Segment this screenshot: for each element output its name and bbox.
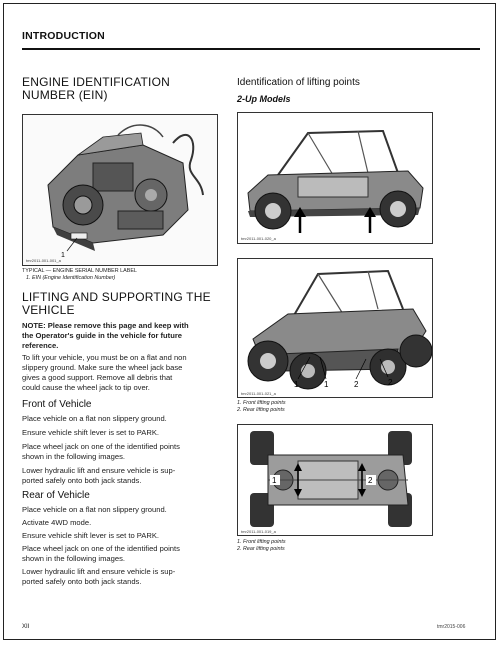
underside-view-figure <box>237 424 433 536</box>
front-of-vehicle-title: Front of Vehicle <box>22 399 92 410</box>
note-line1: NOTE: Please remove this page and keep with <box>22 321 189 330</box>
intro-line4: could cause the wheel jack to tip over. <box>22 383 150 392</box>
front-step4-line1: Lower hydraulic lift and ensure vehicle is sup- <box>22 466 176 475</box>
rear-of-vehicle-title: Rear of Vehicle <box>22 490 90 501</box>
lifting-title-line1: LIFTING AND SUPPORTING THE <box>22 290 211 304</box>
ein-title-line1: ENGINE IDENTIFICATION <box>22 75 170 89</box>
lifting-title-line2: VEHICLE <box>22 303 75 317</box>
fig2-callout-2b: 2 <box>388 378 393 387</box>
front-step2: Ensure vehicle shift lever is set to PARK. <box>22 428 160 437</box>
fig2-caption-line1: 1. Front lifting points <box>237 400 286 406</box>
engine-illustration <box>23 115 217 265</box>
side-view-figure <box>237 112 433 244</box>
rear-step4-line1: Place wheel jack on one of the identified points <box>22 544 180 553</box>
fig3-callout-2: 2 <box>368 476 373 485</box>
engine-caption-line2: 1. EIN (Engine Identification Number) <box>26 275 116 281</box>
side-view-illustration <box>238 113 432 243</box>
front-step3-line1: Place wheel jack on one of the identified points <box>22 442 180 451</box>
side-view-fig-id: tmr2011-001-020_a <box>241 236 276 241</box>
intro-line3: gives a good support. Remove all debris that <box>22 373 173 382</box>
fig2-callout-1a: 1 <box>294 380 299 389</box>
fig3-caption-line2: 2. Rear lifting points <box>237 546 285 552</box>
front-step3-line2: shown in the following images. <box>22 452 125 461</box>
note-line2: the Operator's guide in the vehicle for future <box>22 331 183 340</box>
underside-fig-id: tmr2011-001-019_a <box>241 529 276 534</box>
engine-caption-line1: TYPICAL — ENGINE SERIAL NUMBER LABEL <box>22 268 137 274</box>
rear-step5-line2: ported safely onto both jack stands. <box>22 577 142 586</box>
rear-step3: Ensure vehicle shift lever is set to PARK. <box>22 531 160 540</box>
engine-figure <box>22 114 218 266</box>
fig3-callout-1: 1 <box>272 476 277 485</box>
three-quarter-fig-id: tmr2011-001-021_a <box>241 391 276 396</box>
rear-step5-line1: Lower hydraulic lift and ensure vehicle is sup- <box>22 567 176 576</box>
models-subtitle: 2-Up Models <box>237 94 291 104</box>
section-header: INTRODUCTION <box>22 30 105 42</box>
front-step4-line2: ported safely onto both jack stands. <box>22 476 142 485</box>
page-number: XII <box>22 624 30 630</box>
rear-step1: Place vehicle on a flat non slippery ground. <box>22 505 167 514</box>
fig2-callout-1b: 1 <box>324 380 329 389</box>
note-line3: reference. <box>22 341 59 350</box>
intro-line2: slippery ground. Make sure the wheel jack base <box>22 363 183 372</box>
underside-view-illustration <box>238 425 432 535</box>
engine-fig-id: tmr2011-001-001_a <box>26 258 61 263</box>
header-rule <box>22 48 480 50</box>
three-quarter-view-figure <box>237 258 433 398</box>
three-quarter-view-illustration <box>238 259 432 397</box>
fig2-callout-2a: 2 <box>354 380 359 389</box>
document-code: tmr2015-006 <box>437 624 466 630</box>
ein-title-line2: NUMBER (EIN) <box>22 88 108 102</box>
rear-step2: Activate 4WD mode. <box>22 518 92 527</box>
fig2-caption-line2: 2. Rear lifting points <box>237 407 285 413</box>
lifting-points-title: Identification of lifting points <box>237 77 360 88</box>
rear-step4-line2: shown in the following images. <box>22 554 125 563</box>
intro-line1: To lift your vehicle, you must be on a flat and non <box>22 353 187 362</box>
front-step1: Place vehicle on a flat non slippery ground. <box>22 414 167 423</box>
fig3-caption-line1: 1. Front lifting points <box>237 539 286 545</box>
engine-callout-1: 1 <box>61 252 65 259</box>
